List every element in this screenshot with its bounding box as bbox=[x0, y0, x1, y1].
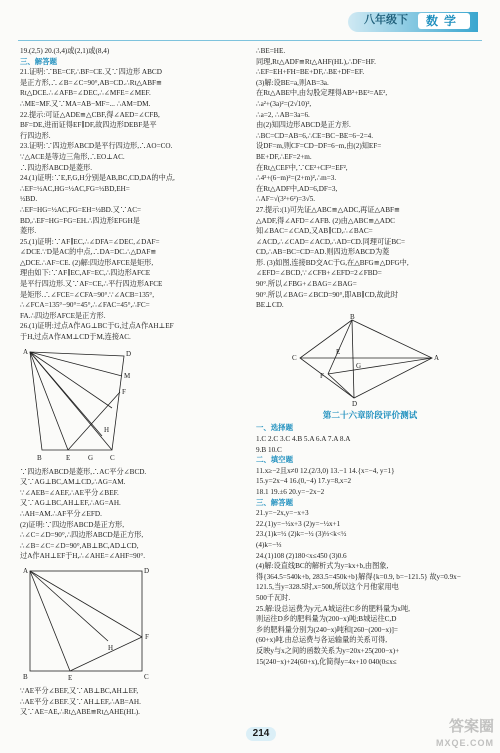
answer-line: BE⊥CD. bbox=[256, 301, 284, 310]
answer-line: ∴AE平分∠BEF.又∵AH⊥EF,∴AB=AH. bbox=[20, 697, 141, 706]
answer-line: 9.B 10.C bbox=[256, 445, 282, 454]
answer-line: 理由如下:∵AF∥EC,AF=EC,∴四边形AFCE bbox=[20, 269, 151, 278]
fig26a-label-c: C bbox=[110, 453, 115, 462]
answer-line: △ADF,得∠AFD=∠AFB. (2)由△ABC≌△ADC bbox=[256, 216, 395, 225]
answer-line: 23.证明:∵四边形ABCD是平行四边形,∴AO=CO. bbox=[20, 142, 173, 151]
answer-line: 500千瓦时. bbox=[256, 593, 291, 602]
answer-line: FA.∴四边形AFCE是正方形. bbox=[20, 311, 106, 320]
section-title: 第二十六章阶段评价测试 bbox=[322, 409, 418, 420]
answer-line: 又∵AE=AE,∴Rt△ABE≌Rt△AHE(HL). bbox=[20, 708, 140, 717]
fig26b-label-a: A bbox=[23, 566, 29, 575]
watermark-top: 答案圈 bbox=[448, 718, 494, 735]
answer-line: 于H,过点A作AM⊥CD于M,连接AC. bbox=[20, 333, 131, 342]
answer-line: ½BD. bbox=[20, 195, 38, 204]
answer-line: 乡的肥料量分别为(240−x)吨和[260−(200−x)]= bbox=[256, 625, 398, 634]
answer-line: 知∠BAC=∠CAD,又AB∥CD,∴∠BAC= bbox=[256, 227, 373, 236]
answer-line: ∵四边形ABCD是菱形,∴AC平分∠BCD. bbox=[20, 467, 147, 476]
figure-26-rhombus bbox=[20, 346, 150, 464]
fig26b-label-c: C bbox=[144, 672, 149, 681]
fig26a-label-a: A bbox=[23, 347, 29, 356]
page-header bbox=[0, 0, 500, 44]
answer-line: ∵AE平分∠BEF,又∵AB⊥BC,AH⊥EF, bbox=[20, 686, 139, 695]
fig26a-label-e: E bbox=[66, 453, 71, 462]
answer-line: BD,∴EF=HG=FG=EH.∴四边形EFGH是 bbox=[20, 216, 140, 225]
answer-line: 90°.所以∠FBG+∠BAG=∠BAG= bbox=[256, 280, 357, 289]
answer-line: 11.x≥−2且x≠0 12.(2/3,0) 13.−1 14.{x=−4, y=1} bbox=[256, 466, 395, 475]
answer-line: 24.(1)108 (2)180<x≤450 (3)0.6 bbox=[256, 551, 347, 560]
fig27-label-c: C bbox=[292, 353, 297, 362]
answer-line: ∴ME=MF.又∵MA=AB−MF=... ∴AM=DM. bbox=[20, 99, 151, 108]
answer-line: 25.(1)证明:∵AF∥EC,∴∠DFA=∠DEC,∠DAF= bbox=[20, 237, 160, 246]
fig26b-label-b: B bbox=[23, 672, 28, 681]
answer-line: 由(2)知四边形ABCD是正方形. bbox=[256, 121, 351, 130]
answer-line: 23.(1)k=½ (2)k=−½ (3)⅓<k<½ bbox=[256, 530, 347, 539]
answer-line: ∴BC=CD=AB=6,∴CE=BC−BE=6−2=4. bbox=[256, 131, 374, 140]
fig26a-label-b: B bbox=[37, 453, 42, 462]
left-answers bbox=[20, 46, 248, 343]
figure-26-square bbox=[20, 565, 160, 683]
fig26a-label-d: D bbox=[126, 349, 132, 358]
section-heading: 三、解答题 bbox=[256, 497, 293, 507]
answer-line: 过A作AH⊥EF于H,∴∠AHE=∠AHF=90°. bbox=[20, 552, 146, 561]
answer-line: 同理,Rt△ADF≌Rt△AHF(HL),∴DF=HF. bbox=[256, 57, 376, 66]
left-answers-2 bbox=[20, 467, 248, 562]
answer-line: 形. (3)如图,连接BD交AC于G,在△BFG≌△DFG中, bbox=[256, 258, 409, 267]
answer-line: 在Rt△ADF中,AD=6,DF=3, bbox=[256, 184, 338, 193]
answer-line: 又∵AG⊥BC,AH⊥EF,∴AG=AH. bbox=[20, 499, 121, 508]
answer-line: 26.(1)证明:过点A作AG⊥BC于G,过点A作AH⊥EF bbox=[20, 322, 174, 331]
fig26a-label-g: G bbox=[88, 453, 94, 462]
figure-27-rhombus bbox=[292, 314, 442, 406]
answer-line: 则运往D乡的肥料量为(200−x)吨;B城运往C,D bbox=[256, 615, 397, 624]
answer-line: 在Rt△ABE中,由勾股定理得AB²+BE²=AE², bbox=[256, 89, 388, 98]
answer-line: 15.y=2x−4 16.(0,−4) 17.y=8,x=2 bbox=[256, 477, 352, 486]
fig26b-label-e: E bbox=[68, 673, 73, 682]
site-watermark bbox=[408, 719, 494, 749]
answer-line: 反映y与x之间的函数关系为y=20x+25(200−x)+ bbox=[256, 646, 400, 655]
answer-line: ∴∠B=∠C=∠D=90°,AB⊥BC,AD⊥CD, bbox=[20, 541, 139, 550]
answer-line: 27.提示:(1)可先证△ABC≌△ADC,再证△ABF≌ bbox=[256, 205, 401, 214]
answer-line: 又∵AG⊥BC,AM⊥CD,∴AG=AM. bbox=[20, 478, 126, 487]
answer-line: Rt△DCE.∴∠AFB=∠DEC,∴∠MFE=∠MEF. bbox=[20, 89, 151, 98]
answer-line: 22.(1)y=−½x+3 (2)y=−½x+1 bbox=[256, 519, 341, 528]
fig26a-label-f: F bbox=[122, 387, 126, 396]
answer-line: ∴四边形ABCD是菱形. bbox=[20, 163, 93, 172]
answer-line: 1.C 2.C 3.C 4.B 5.A 6.A 7.A 8.A bbox=[256, 435, 351, 444]
answer-line: 三、解答题 bbox=[20, 56, 57, 66]
answer-line: 121.5,当y=328.5时,x=500,所以这个月他家用电 bbox=[256, 583, 399, 592]
watermark-bottom: MXQE.COM bbox=[435, 738, 494, 748]
answer-line: BF=DE,进而证得EF∥DF,故四边形DEBF是平 bbox=[20, 121, 157, 130]
section-heading: 二、填空题 bbox=[256, 455, 293, 465]
fig26b-label-h: H bbox=[108, 643, 114, 652]
answer-line: ∴a²+(3a)²=(2√10)², bbox=[256, 99, 312, 108]
answer-line: ∵△ACE是等边三角形,∴EO⊥AC. bbox=[20, 152, 125, 161]
fig27-label-g: G bbox=[356, 361, 362, 370]
answer-line: (60+x)吨.由总运费与各运输量的关系可得, bbox=[256, 636, 388, 645]
right-answers bbox=[256, 46, 484, 311]
answer-line: ∠ACD,∴∠CAD=∠ACD,∴AD=CD.同理可证BC= bbox=[256, 237, 405, 246]
answer-line: ∴EF=HG=½AC,FG=EH=½BD.又∵AC= bbox=[20, 205, 142, 214]
answer-line: 是矩形.∴∠FCE=∠CFA=90°.∵∠ACB=135°, bbox=[20, 290, 155, 299]
answer-line: 22.提示:可证△ADE≌△CBF,得∠AED=∠CFB, bbox=[20, 110, 160, 119]
answer-line: ∴4²+(6−m)²=(2+m)²,∴m=3. bbox=[256, 174, 337, 183]
answer-line: (4)k=−⅓ bbox=[256, 540, 282, 549]
answer-line: ∠EFD=∠BCD,∵∠CFB+∠EFD=2∠FBD= bbox=[256, 269, 382, 278]
fig27-label-d: D bbox=[352, 399, 358, 406]
left-column bbox=[20, 46, 248, 718]
header-rule bbox=[18, 40, 482, 41]
answer-line: 90°.所以∠BAG=∠BCD=90°,即AB∥CD,故此时 bbox=[256, 290, 399, 299]
answer-line: 24.(1)证明:∵E,F,G,H分别是AB,BC,CD,DA的中点, bbox=[20, 174, 175, 183]
answer-line: ∴AH=AM.∴AF平分∠EFD. bbox=[20, 510, 102, 518]
fig26b-label-f: F bbox=[145, 632, 149, 641]
answer-line: 菱形. bbox=[20, 227, 37, 236]
fig27-label-b: B bbox=[350, 313, 355, 321]
grade-label: 八年级下 bbox=[364, 14, 408, 26]
answer-line: 21.证明:∵BE=CF,∴BF=CE.又∵四边形 ABCD bbox=[20, 68, 162, 77]
answer-line: (4)解:设直线BC的解析式为y=kx+b,由图象, bbox=[256, 562, 389, 571]
answer-line: (3)解:设BE=a,则AB=3a. bbox=[256, 78, 329, 87]
answer-line: 是平行四边形.又∵AF=CE,∴平行四边形AFCE bbox=[20, 280, 163, 289]
answer-line: 21.y=−2x,y=−x+3 bbox=[256, 509, 309, 518]
answer-line: ∠DCE.∵D是AC的中点,∴DA=DC.∴△DAF≌ bbox=[20, 248, 157, 257]
answer-line: 25.解:设总运费为y元,A城运往C乡的肥料量为x吨, bbox=[256, 604, 410, 613]
answer-line: ∴BE=HE. bbox=[256, 47, 286, 55]
answer-line: ∴∠C=∠D=90°,∴四边形ABCD是正方形, bbox=[20, 531, 144, 540]
answer-line: 15(240−x)+24(60+x),化简得y=4x+10 040(0≤x≤ bbox=[256, 657, 397, 666]
answer-line: 行四边形. bbox=[20, 131, 51, 140]
answer-line: 19.(2,5) 20.(3,4)或(2,1)或(8,4) bbox=[20, 47, 110, 55]
section-heading: 一、选择题 bbox=[256, 423, 293, 433]
answer-line: 在Rt△CEF中,∵CE²+CF²=EF², bbox=[256, 163, 348, 172]
answer-line: BE+DF,∴EF=2+m. bbox=[256, 152, 312, 161]
answer-line: (2)证明:∵四边形ABCD是正方形, bbox=[20, 520, 125, 529]
subject-label: 数学 bbox=[418, 13, 470, 29]
answer-line: 是正方形,∴∠B=∠C=90°,AB=CD.∴Rt△ABF≌ bbox=[20, 78, 163, 87]
answer-line: △DCE.∴AF=CE. (2)解:四边形AFCE是矩形, bbox=[20, 258, 154, 267]
answer-line: 设DF=m,则CF=CD−DF=6−m,由(2)知EF= bbox=[256, 142, 382, 151]
fig26a-label-h: H bbox=[104, 425, 110, 434]
answer-line: ∵∠AEB=∠AEF,∴AE平分∠BEF. bbox=[20, 488, 119, 497]
test-answers bbox=[256, 423, 484, 667]
answer-line: ∴EF=EH+FH=BE+DF,∴BE+DF=EF. bbox=[256, 68, 365, 77]
left-answers-3 bbox=[20, 686, 248, 718]
answer-line: ∴a=2, ∴AB=3a=6. bbox=[256, 110, 310, 119]
page-number: 214 bbox=[246, 727, 276, 741]
answer-line: 18.1 19.±6 20.y=−2x−2 bbox=[256, 488, 325, 496]
fig26b-label-d: D bbox=[144, 566, 150, 575]
fig27-label-e: E bbox=[336, 347, 341, 356]
answer-line: CD,∴AB=BC=CD=AD.则四边形ABCD为菱 bbox=[256, 248, 390, 257]
answer-line: ∴∠FCA=135°−90°=45°,∴∠FAC=45°,∴FC= bbox=[20, 301, 150, 310]
fig27-label-f: F bbox=[320, 371, 324, 380]
answer-line: ∴AF=√(3²+6²)=3√5. bbox=[256, 195, 316, 204]
fig26a-label-m: M bbox=[124, 371, 131, 380]
right-column bbox=[256, 46, 484, 667]
answer-line: 得{364.5=540k+b, 283.5=450k+b}解得{k=0.9, b=−121.5} 故y=0.9x− bbox=[256, 572, 461, 581]
fig27-label-a: A bbox=[434, 353, 440, 362]
answer-line: ∴EF=½AC,HG=½AC,FG=½BD,EH= bbox=[20, 184, 130, 193]
